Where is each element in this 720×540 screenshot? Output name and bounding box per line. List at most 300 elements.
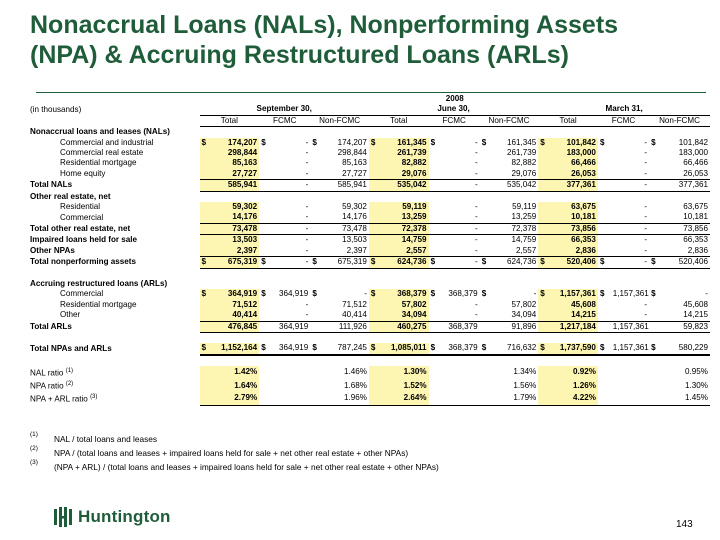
row-label-text: Other NPAs [30, 245, 75, 255]
value-cell: - [441, 223, 479, 234]
row-label [28, 148, 200, 158]
value-cell: 520,406 [662, 257, 710, 268]
section-header-row [28, 127, 710, 138]
currency-symbol: $ [538, 257, 551, 268]
other-npa-row [28, 246, 710, 257]
value-cell: 183,000 [551, 148, 598, 158]
currency-symbol [538, 379, 551, 392]
row-label [28, 180, 200, 191]
year-header: 2008 [445, 94, 464, 103]
currency-symbol: $ [429, 343, 442, 354]
currency-symbol [598, 169, 611, 180]
value-cell: 14,176 [323, 212, 369, 223]
value-cell: - [644, 202, 648, 212]
value-cell: - [272, 180, 310, 191]
table-cell [28, 115, 200, 126]
value-cell: 1,152,164 [212, 343, 259, 354]
npa-ratio-row [28, 379, 710, 392]
value-cell: 66,466 [683, 158, 708, 168]
currency-symbol [310, 392, 323, 405]
currency-symbol [429, 392, 442, 405]
footnote-ref: (3) [90, 394, 98, 401]
section-header: Other real estate, net [30, 191, 111, 201]
value-cell: 66,353 [551, 235, 598, 246]
value-cell: 364,919 [279, 289, 309, 299]
value-cell: 476,845 [212, 321, 259, 332]
currency-symbol [538, 321, 551, 332]
value-cell: - [611, 169, 649, 180]
footnote-2: (2) NPA / (total loans and leases + impaired loans held for sale + net other real estate + other NPAs) [30, 445, 409, 458]
currency-symbol: $ [369, 138, 382, 148]
value-cell [441, 379, 479, 392]
currency-symbol: $ [312, 137, 317, 147]
currency-symbol: $ [598, 343, 611, 354]
currency-symbol [480, 310, 493, 321]
currency-symbol [429, 379, 442, 392]
footnote-ref: (2) [65, 381, 74, 388]
value-cell: 535,042 [382, 180, 429, 191]
value-cell: 101,842 [678, 137, 708, 147]
value-cell: 27,727 [212, 169, 259, 180]
value-cell: 675,319 [212, 257, 259, 268]
currency-symbol [649, 392, 662, 405]
currency-symbol [369, 246, 382, 257]
currency-symbol [649, 310, 662, 321]
value-cell [272, 379, 310, 392]
currency-symbol [598, 300, 611, 310]
logo-wordmark: Huntington [78, 507, 171, 526]
value-cell: - [611, 257, 649, 268]
value-cell: 57,802 [511, 299, 537, 309]
currency-symbol [480, 169, 493, 180]
row-label-text: Total nonperforming assets [30, 257, 136, 267]
value-cell: 26,053 [662, 169, 710, 180]
currency-symbol [538, 148, 551, 158]
currency-symbol [200, 223, 213, 234]
currency-symbol [649, 300, 662, 310]
value-cell: 585,941 [212, 180, 259, 191]
value-cell: 4.22% [551, 392, 598, 405]
currency-symbol [369, 392, 382, 405]
value-cell: 261,739 [382, 148, 429, 158]
column-header: FCMC [429, 115, 480, 126]
currency-symbol [480, 223, 493, 234]
currency-symbol [310, 246, 323, 257]
currency-symbol: $ [651, 289, 656, 299]
row-label-text: Home equity [60, 169, 106, 179]
currency-symbol [429, 158, 442, 168]
value-cell: 368,379 [382, 289, 429, 299]
currency-symbol [480, 366, 493, 379]
value-cell: - [611, 246, 649, 257]
value-cell: 82,882 [511, 158, 537, 168]
spacer-cell [28, 332, 710, 343]
huntington-logo-icon [54, 507, 72, 527]
currency-symbol [429, 223, 442, 234]
value-cell [611, 379, 649, 392]
currency-symbol [538, 246, 551, 257]
value-cell: - [474, 299, 478, 309]
currency-symbol [259, 300, 272, 310]
total-nals-row [28, 180, 710, 191]
spacer-row [28, 405, 710, 416]
currency-symbol: $ [200, 343, 213, 354]
page-number: 143 [676, 519, 693, 530]
rm-row [28, 158, 710, 168]
spacer-row [28, 268, 710, 279]
currency-symbol [538, 300, 551, 310]
currency-symbol [200, 300, 213, 310]
currency-symbol [369, 212, 382, 223]
currency-symbol [649, 379, 662, 392]
row-label [28, 235, 200, 246]
value-cell: 40,414 [212, 310, 259, 321]
row-label-text: NPA ratio [30, 381, 64, 391]
currency-symbol [598, 180, 611, 191]
currency-symbol [310, 235, 323, 246]
value-cell: 0.92% [551, 366, 598, 379]
value-cell: 298,844 [212, 148, 259, 158]
currency-symbol [259, 366, 272, 379]
row-label-text: Commercial and industrial [60, 137, 154, 147]
value-cell: - [272, 246, 310, 257]
row-label [28, 392, 200, 405]
currency-symbol: $ [200, 289, 213, 299]
spacer-cell [28, 268, 710, 279]
value-cell: 1,157,361 [611, 343, 649, 354]
value-cell: - [644, 235, 648, 245]
currency-symbol [649, 321, 662, 332]
period-header: September 30, [200, 104, 369, 115]
arl-oth-row [28, 310, 710, 321]
currency-symbol [480, 379, 493, 392]
currency-symbol: $ [429, 257, 442, 268]
column-header: Non-FCMC [649, 115, 710, 126]
value-cell: 183,000 [678, 148, 708, 158]
value-cell: 10,181 [662, 212, 710, 223]
value-cell: - [474, 235, 478, 245]
value-cell: 1,217,184 [551, 321, 598, 332]
value-cell: 63,675 [551, 202, 598, 212]
value-cell: 368,379 [441, 343, 479, 354]
currency-symbol [538, 180, 551, 191]
value-cell: 27,727 [323, 169, 369, 180]
currency-symbol [200, 180, 213, 191]
value-cell: 377,361 [662, 180, 710, 191]
value-cell: 1,157,361 [612, 321, 649, 331]
currency-symbol [649, 246, 662, 257]
value-cell: - [441, 246, 479, 257]
currency-symbol [200, 158, 213, 168]
value-cell: 72,378 [492, 223, 538, 234]
value-cell: - [611, 212, 649, 223]
value-cell: 14,215 [662, 310, 710, 321]
value-cell: 14,759 [382, 235, 429, 246]
currency-symbol [429, 300, 442, 310]
value-cell: 14,759 [511, 235, 537, 245]
currency-symbol [369, 169, 382, 180]
value-cell: 2,836 [551, 246, 598, 257]
value-cell: 2,557 [382, 246, 429, 257]
value-cell: - [305, 299, 309, 309]
row-label-text: Total NALs [30, 180, 73, 190]
currency-symbol: $ [430, 137, 436, 147]
value-cell: 34,094 [492, 310, 538, 321]
currency-symbol [310, 300, 323, 310]
currency-symbol [200, 202, 213, 212]
value-cell: 10,181 [551, 212, 598, 223]
title-divider [36, 92, 706, 93]
value-cell: - [272, 310, 310, 321]
column-header: Total [538, 115, 598, 126]
row-label [28, 223, 200, 234]
npa-arl-ratio-row [28, 392, 710, 405]
currency-symbol [480, 392, 493, 405]
row-label-text: Residential mortgage [60, 158, 137, 168]
currency-symbol [310, 148, 323, 158]
value-cell: 72,378 [382, 223, 429, 234]
currency-symbol [649, 235, 662, 246]
currency-symbol [480, 246, 493, 257]
currency-symbol [259, 180, 272, 191]
currency-symbol: $ [369, 289, 382, 299]
value-cell [272, 366, 310, 379]
total-arl-row [28, 321, 710, 332]
footnote-ref: (1) [65, 368, 74, 375]
currency-symbol: $ [259, 257, 272, 268]
currency-symbol [310, 310, 323, 321]
row-label [28, 246, 200, 257]
currency-symbol: $ [538, 289, 551, 299]
value-cell: 580,229 [662, 343, 710, 354]
value-cell: 59,119 [382, 202, 429, 212]
section-header-row [28, 191, 710, 202]
currency-symbol [429, 202, 442, 212]
value-cell: - [441, 310, 479, 321]
value-cell: 535,042 [492, 180, 538, 191]
currency-symbol [538, 158, 551, 168]
currency-symbol [369, 148, 382, 158]
value-cell: 13,503 [212, 235, 259, 246]
currency-symbol [538, 235, 551, 246]
currency-symbol [429, 366, 442, 379]
value-cell: - [305, 148, 309, 158]
column-header: Total [369, 115, 429, 126]
currency-symbol [259, 379, 272, 392]
value-cell: 59,823 [662, 321, 710, 332]
value-cell: - [533, 289, 537, 299]
value-cell: - [474, 202, 478, 212]
value-cell: 40,414 [323, 310, 369, 321]
value-cell: 13,259 [382, 212, 429, 223]
value-cell: - [272, 223, 310, 234]
value-cell: - [644, 299, 648, 309]
column-header: Non-FCMC [480, 115, 539, 126]
row-label-text: Commercial real estate [60, 148, 144, 158]
row-label [28, 138, 200, 148]
currency-symbol [598, 235, 611, 246]
currency-symbol [429, 169, 442, 180]
row-label-text: Residential mortgage [60, 299, 137, 309]
currency-symbol [369, 223, 382, 234]
nal-ratio-row [28, 366, 710, 379]
value-cell: 161,345 [507, 137, 537, 147]
currency-symbol [259, 148, 272, 158]
currency-symbol [649, 158, 662, 168]
value-cell: 66,466 [551, 158, 598, 168]
value-cell: 0.95% [685, 367, 708, 377]
currency-symbol [598, 148, 611, 158]
row-label-text: NPA + ARL ratio [30, 394, 88, 404]
value-cell: 1,157,361 [612, 289, 649, 299]
value-cell: 82,882 [382, 158, 429, 168]
value-cell: 14,176 [212, 212, 259, 223]
value-cell: 13,503 [342, 235, 367, 245]
value-cell: 787,245 [323, 343, 369, 354]
column-header: FCMC [259, 115, 310, 126]
value-cell: 91,896 [492, 321, 538, 332]
currency-symbol: $ [649, 343, 662, 354]
total-npa-arl-row [28, 343, 710, 354]
value-cell: 675,319 [323, 257, 369, 268]
currency-symbol [369, 379, 382, 392]
row-label [28, 343, 200, 354]
period-header: March 31, [538, 104, 710, 115]
value-cell: 85,163 [212, 158, 259, 168]
currency-symbol [538, 169, 551, 180]
currency-symbol [259, 246, 272, 257]
value-cell: 1.52% [382, 379, 429, 392]
currency-symbol [480, 202, 493, 212]
currency-symbol [310, 379, 323, 392]
currency-symbol [310, 158, 323, 168]
currency-symbol: $ [481, 137, 487, 147]
currency-symbol [369, 158, 382, 168]
ci-row [28, 138, 710, 148]
page-title [30, 10, 700, 70]
value-cell: 45,608 [551, 300, 598, 310]
value-cell: - [474, 137, 478, 147]
value-cell: 1,157,361 [551, 289, 598, 299]
value-cell: 261,739 [507, 148, 537, 158]
currency-symbol [429, 235, 442, 246]
row-label-text: Commercial [60, 289, 104, 299]
value-cell: 174,207 [337, 137, 367, 147]
currency-symbol [310, 169, 323, 180]
value-cell: - [644, 148, 648, 158]
currency-symbol [649, 180, 662, 191]
he-row [28, 169, 710, 180]
currency-symbol [649, 202, 662, 212]
value-cell: 59,302 [212, 202, 259, 212]
currency-symbol [200, 235, 213, 246]
section-header: Accruing restructured loans (ARLs) [30, 278, 168, 288]
title-line-2: (NPA) & Accruing Restructured Loans (ARLs) [30, 41, 569, 69]
value-cell: 1.79% [492, 392, 538, 405]
value-cell: - [441, 180, 479, 191]
currency-symbol: $ [430, 289, 436, 299]
currency-symbol [200, 366, 213, 379]
value-cell: 1.46% [343, 367, 367, 377]
value-cell: 71,512 [342, 299, 367, 309]
currency-symbol: $ [480, 257, 493, 268]
value-cell: 1.64% [212, 379, 259, 392]
currency-symbol [598, 321, 611, 332]
currency-symbol [480, 321, 493, 332]
column-header: Non-FCMC [310, 115, 369, 126]
total-npa-row [28, 257, 710, 268]
row-label-text: Impaired loans held for sale [30, 235, 138, 245]
currency-symbol [480, 158, 493, 168]
value-cell: 73,856 [551, 223, 598, 234]
value-cell: 364,919 [272, 321, 310, 332]
currency-symbol: $ [599, 137, 605, 147]
value-cell: - [305, 158, 309, 168]
impaired-row [28, 235, 710, 246]
value-cell [441, 392, 479, 405]
currency-symbol: $ [312, 289, 317, 299]
currency-symbol [259, 158, 272, 168]
value-cell: - [272, 257, 310, 268]
row-label [28, 379, 200, 392]
currency-symbol: $ [651, 137, 656, 147]
value-cell: 716,632 [492, 343, 538, 354]
value-cell: 26,053 [551, 169, 598, 180]
value-cell: 1.26% [551, 379, 598, 392]
row-label [28, 300, 200, 310]
value-cell [611, 366, 649, 379]
value-cell [611, 392, 649, 405]
value-cell: - [305, 137, 309, 147]
spacer-row [28, 355, 710, 366]
currency-symbol [480, 180, 493, 191]
currency-symbol [429, 246, 442, 257]
currency-symbol [480, 212, 493, 223]
currency-symbol [310, 321, 323, 332]
value-cell: - [441, 257, 479, 268]
currency-symbol: $ [310, 343, 323, 354]
value-cell: 66,353 [683, 235, 708, 245]
currency-symbol [310, 180, 323, 191]
currency-symbol [369, 180, 382, 191]
value-cell: - [364, 289, 367, 299]
section-header-row [28, 279, 710, 289]
row-label-text: Total NPAs and ARLs [30, 343, 112, 353]
value-cell: 1.96% [323, 392, 369, 405]
value-cell: 2,557 [492, 246, 538, 257]
currency-symbol [259, 169, 272, 180]
currency-symbol [429, 321, 442, 332]
value-cell: 1.68% [343, 380, 367, 390]
row-label [28, 169, 200, 180]
value-cell: - [305, 202, 309, 212]
currency-symbol [598, 310, 611, 321]
value-cell: 2,836 [662, 246, 710, 257]
currency-symbol: $ [598, 257, 611, 268]
value-cell: - [644, 137, 648, 147]
row-label [28, 321, 200, 332]
total-ore-row [28, 223, 710, 234]
currency-symbol [649, 148, 662, 158]
currency-symbol [598, 212, 611, 223]
value-cell: 111,926 [323, 321, 369, 332]
currency-symbol [480, 148, 493, 158]
currency-symbol [259, 212, 272, 223]
row-label-text: Commercial [60, 212, 104, 222]
value-cell: 174,207 [212, 138, 259, 148]
value-cell: 45,608 [683, 299, 708, 309]
currency-symbol [538, 202, 551, 212]
